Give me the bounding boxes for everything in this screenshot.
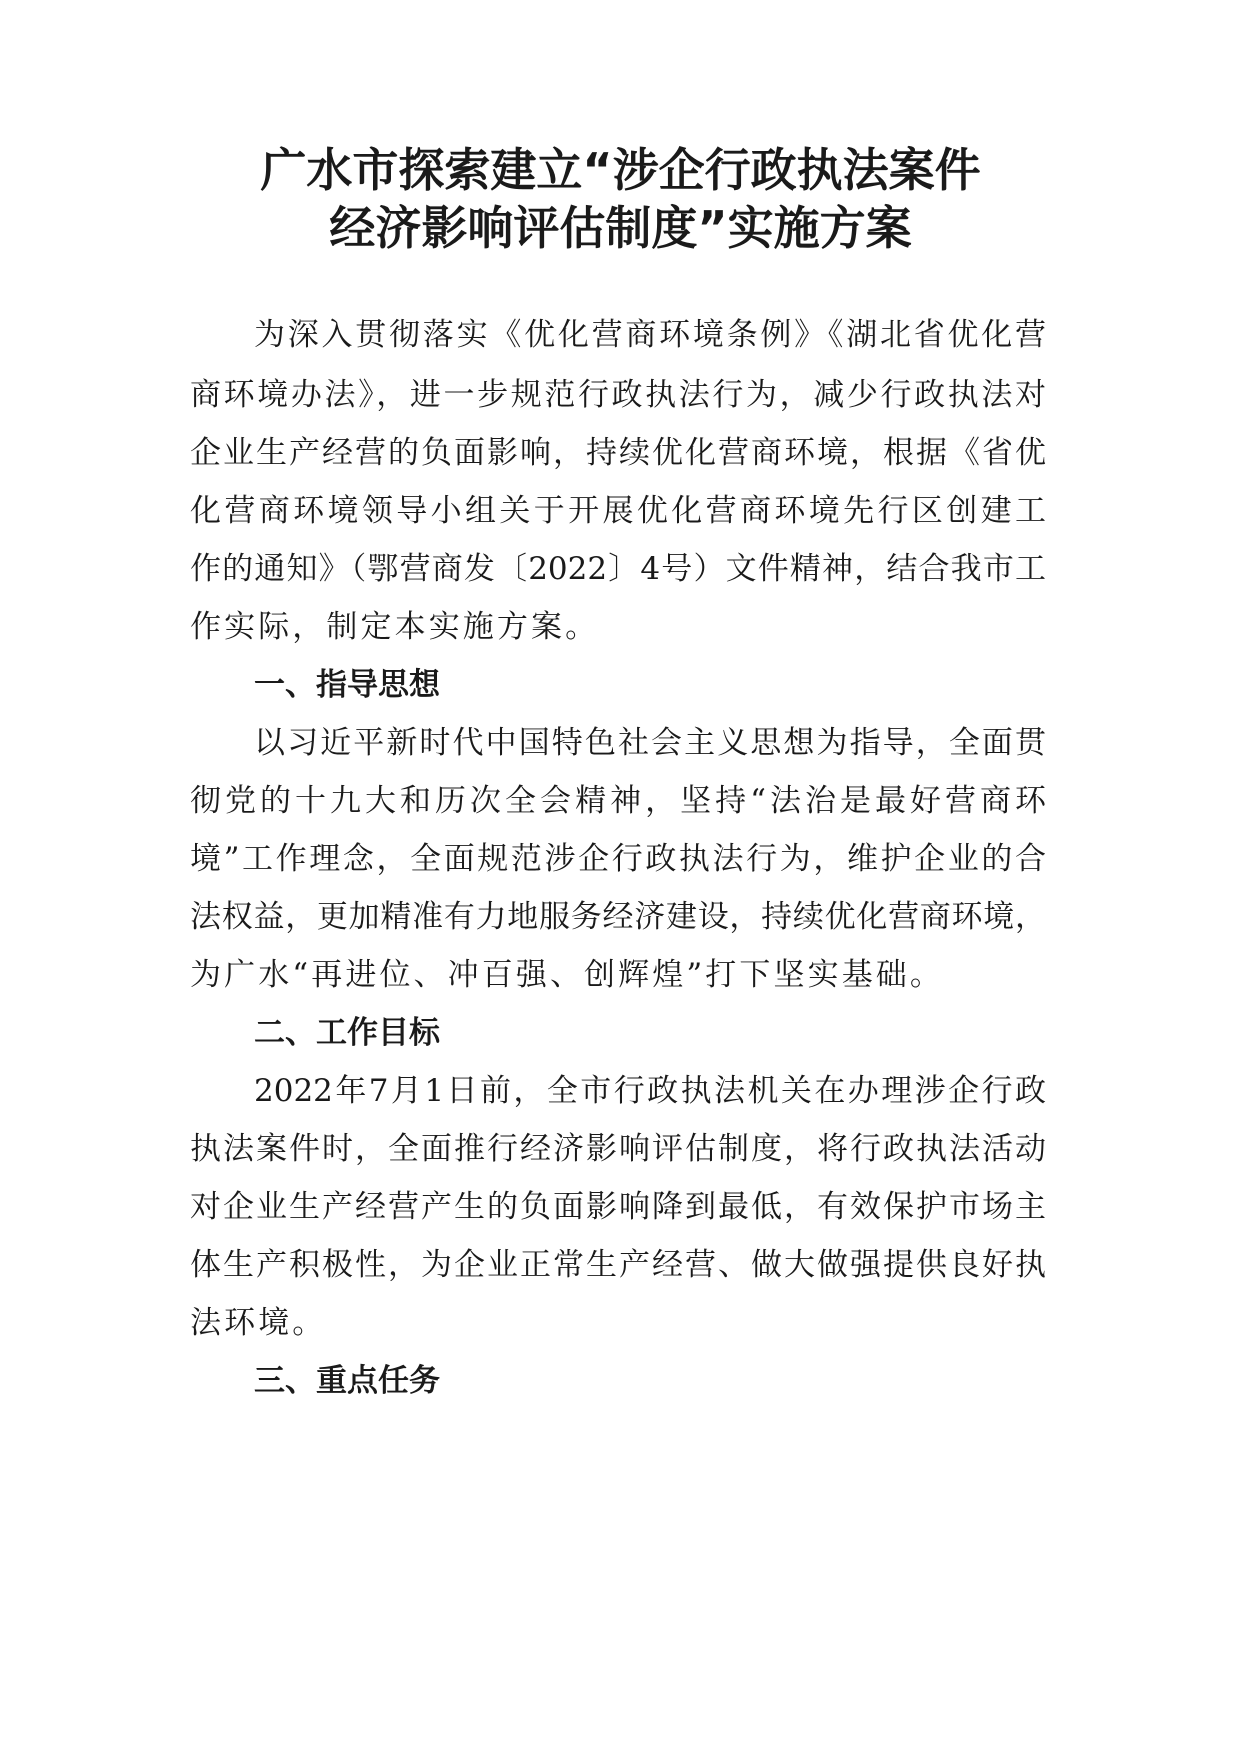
section1-line: 为广水“再进位、冲百强、创辉煌”打下坚实基础。 bbox=[190, 957, 944, 993]
section2-line: 2022年7月1日前，全市行政执法机关在办理涉企行政 bbox=[254, 1073, 1046, 1109]
section1-line: 彻党的十九大和历次全会精神，坚持“法治是最好营商环 bbox=[190, 783, 1046, 819]
section-heading-key-tasks: 三、重点任务 bbox=[254, 1363, 440, 1399]
intro-line: 为深入贯彻落实《优化营商环境条例》《湖北省优化营 bbox=[254, 317, 1046, 353]
title-line-2: 经济影响评估制度”实施方案 bbox=[329, 201, 912, 255]
intro-line: 作实际，制定本实施方案。 bbox=[190, 609, 600, 645]
section2-line: 法环境。 bbox=[190, 1305, 327, 1341]
section1-line: 以习近平新时代中国特色社会主义思想为指导，全面贯 bbox=[254, 725, 1046, 761]
section-heading-guiding-ideology: 一、指导思想 bbox=[254, 667, 440, 703]
section2-line: 执法案件时，全面推行经济影响评估制度，将行政执法活动 bbox=[190, 1131, 1046, 1167]
title-line-1: 广水市探索建立“涉企行政执法案件 bbox=[260, 143, 981, 197]
intro-line: 化营商环境领导小组关于开展优化营商环境先行区创建工 bbox=[190, 493, 1046, 529]
section1-line: 法权益，更加精准有力地服务经济建设，持续优化营商环境， bbox=[190, 899, 1046, 935]
intro-line: 企业生产经营的负面影响，持续优化营商环境，根据《省优 bbox=[190, 435, 1046, 471]
section2-line: 对企业生产经营产生的负面影响降到最低，有效保护市场主 bbox=[190, 1189, 1046, 1225]
intro-line: 作的通知》（鄂营商发〔2022〕4号）文件精神，结合我市工 bbox=[190, 551, 1046, 587]
section-heading-work-goals: 二、工作目标 bbox=[254, 1015, 440, 1051]
intro-line: 商环境办法》，进一步规范行政执法行为，减少行政执法对 bbox=[190, 377, 1046, 413]
section1-line: 境”工作理念，全面规范涉企行政执法行为，维护企业的合 bbox=[190, 841, 1046, 877]
section2-line: 体生产积极性，为企业正常生产经营、做大做强提供良好执 bbox=[190, 1247, 1046, 1283]
